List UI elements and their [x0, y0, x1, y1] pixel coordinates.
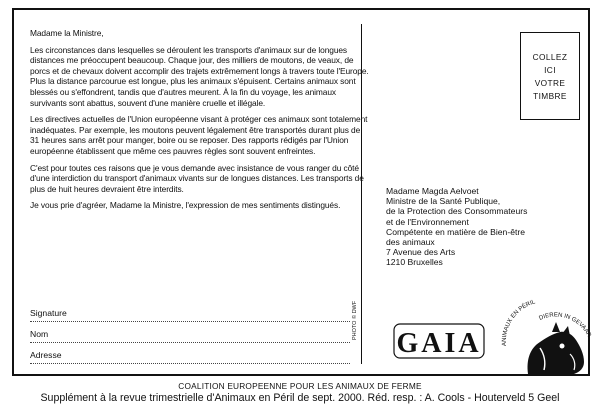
stamp-box — [520, 32, 580, 120]
stamp-line: COLLEZ — [532, 51, 568, 62]
name-field[interactable] — [30, 326, 350, 343]
stamp-line: ICI — [544, 64, 556, 75]
recipient-line: des animaux — [386, 237, 435, 248]
postcard — [12, 8, 590, 376]
letter-body — [30, 28, 370, 217]
letter-paragraph-1: Les circonstances dans lesquelles se déroulent les transports d'animaux sur de longues distances me préoccupent beaucoup. Chaque jour, des milliers de moutons, de veaux, de porcs et de chevaux doivent accomplir des trajets extrêmement longs à travers toute l'Europe. Plus la distance parcourue est longue, plus les animaux s'épuisent. Certains animaux sont blessés ou s'effondrent, tandis que d'autres meurent. À la fin du voyage, les animaux survivants sont abattus, souvent d'une manière cruelle et illégale. — [30, 44, 369, 108]
signature-label: Signature — [30, 308, 67, 318]
card-divider — [361, 24, 362, 364]
letter-paragraph-3: C'est pour toutes ces raisons que je vous demande avec insistance de vous ranger du côté d'une interdiction du transport d'animaux vivants sur de longues distances. Les transports de plus de huit heures devraient être interdits. — [30, 162, 364, 194]
letter-closing: Je vous prie d'agréer, Madame la Ministre, l'expression de mes sentiments distingués. — [30, 200, 341, 211]
horse-head-icon — [528, 332, 585, 374]
stamp-line: VOTRE — [534, 77, 566, 88]
footer-publication: Supplément à la revue trimestrielle d'Animaux en Péril de sept. 2000. Réd. resp. : A. Cools - Houterveld 5 Geel — [40, 392, 560, 404]
svg-text:GAIA: GAIA — [396, 328, 482, 359]
signature-field[interactable] — [30, 305, 350, 322]
recipient-line: Ministre de la Santé Publique, — [386, 196, 501, 207]
photo-credit: PHOTO © DWF — [352, 300, 358, 340]
recipient-line: 1210 Bruxelles — [386, 257, 443, 268]
letter-salutation: Madame la Ministre, — [30, 28, 104, 38]
name-label: Nom — [30, 329, 49, 339]
recipient-address — [386, 186, 586, 268]
recipient-line: Madame Magda Aelvoet — [386, 186, 479, 196]
recipient-line: 7 Avenue des Arts — [386, 247, 456, 258]
gaia-logo — [392, 320, 487, 362]
sender-fields — [30, 305, 350, 368]
address-label: Adresse — [30, 350, 62, 360]
footer-title: COALITION EUROPEENNE POUR LES ANIMAUX DE FERME — [178, 381, 422, 391]
animals-in-danger-logo — [500, 298, 592, 376]
letter-paragraph-2: Les directives actuelles de l'Union européenne visant à protéger ces animaux sont totalement inadéquates. Par exemple, les moutons peuvent légalement être transportés durant plus de 31 heures sans arrêt pour manger, boire ou se reposer. Des rapports rédigés par l'Union européenne établissent que même ces pauvres règles sont souvent enfreintes. — [30, 114, 368, 156]
stamp-line: TIMBRE — [533, 90, 567, 101]
recipient-line: Compétente en matière de Bien-être — [386, 226, 526, 237]
svg-text:ANIMAUX EN PÉRIL: ANIMAUX EN PÉRIL — [501, 299, 537, 347]
address-field[interactable] — [30, 347, 350, 364]
svg-text:DIEREN IN GEVAAR: DIEREN IN GEVAAR — [538, 312, 592, 339]
recipient-line: et de l'Environnement — [386, 216, 469, 227]
recipient-line: de la Protection des Consommateurs — [386, 206, 528, 217]
